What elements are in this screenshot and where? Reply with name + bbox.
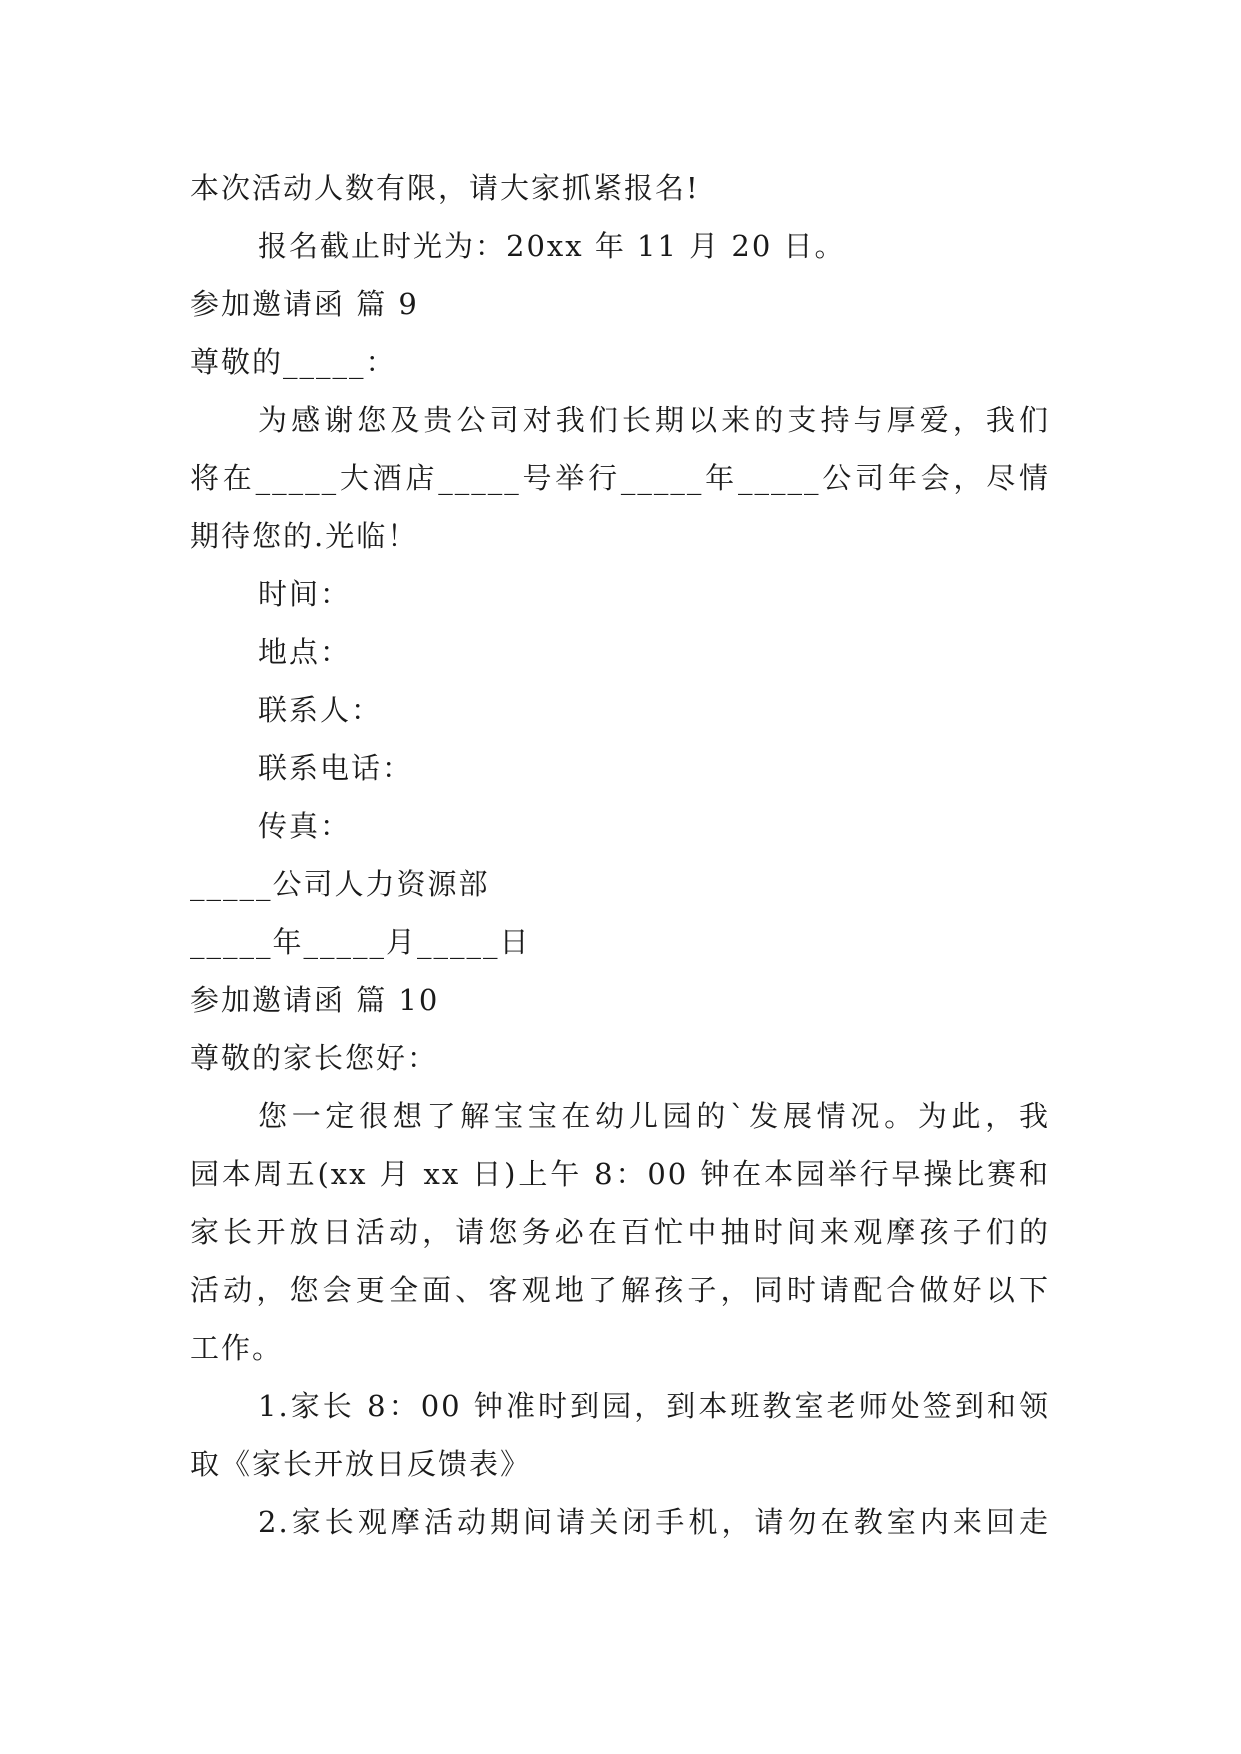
text-line-1: 本次活动人数有限，请大家抓紧报名! — [190, 171, 700, 205]
field-time: 时间： — [258, 577, 352, 611]
section-heading-10: 参加邀请函 篇 10 — [190, 983, 440, 1017]
text-line-17: 您一定很想了解宝宝在幼儿园的`发展情况。为此，我 — [258, 1099, 1050, 1133]
signature-department: _____公司人力资源部 — [190, 867, 490, 901]
text-line-5: 为感谢您及贵公司对我们长期以来的支持与厚爱，我们 — [258, 403, 1050, 437]
signature-date: _____年_____月_____日 — [190, 925, 531, 959]
list-item-1: 1.家长 8：00 钟准时到园，到本班教室老师处签到和领 — [258, 1389, 1050, 1423]
text-line-7: 期待您的.光临！ — [190, 519, 419, 553]
salutation-parents: 尊敬的家长您好： — [190, 1041, 439, 1075]
field-contact-person: 联系人： — [258, 693, 383, 727]
field-contact-phone: 联系电话： — [258, 751, 414, 785]
text-line-2: 报名截止时光为：20xx 年 11 月 20 日。 — [258, 229, 846, 263]
list-item-1-continued: 取《家长开放日反馈表》 — [190, 1447, 532, 1481]
field-location: 地点： — [258, 635, 352, 669]
field-fax: 传真： — [258, 809, 352, 843]
text-line-20: 活动，您会更全面、客观地了解孩子，同时请配合做好以下 — [190, 1273, 1050, 1307]
section-heading-9: 参加邀请函 篇 9 — [190, 287, 419, 321]
text-line-19: 家长开放日活动，请您务必在百忙中抽时间来观摩孩子们的 — [190, 1215, 1050, 1249]
text-line-21: 工作。 — [190, 1331, 284, 1365]
text-line-6: 将在_____大酒店_____号举行_____年_____公司年会，尽情 — [190, 461, 1050, 495]
text-line-18: 园本周五(xx 月 xx 日)上午 8：00 钟在本园举行早操比赛和 — [190, 1157, 1050, 1191]
salutation-line: 尊敬的_____： — [190, 345, 397, 379]
list-item-2: 2.家长观摩活动期间请关闭手机，请勿在教室内来回走 — [258, 1505, 1050, 1539]
